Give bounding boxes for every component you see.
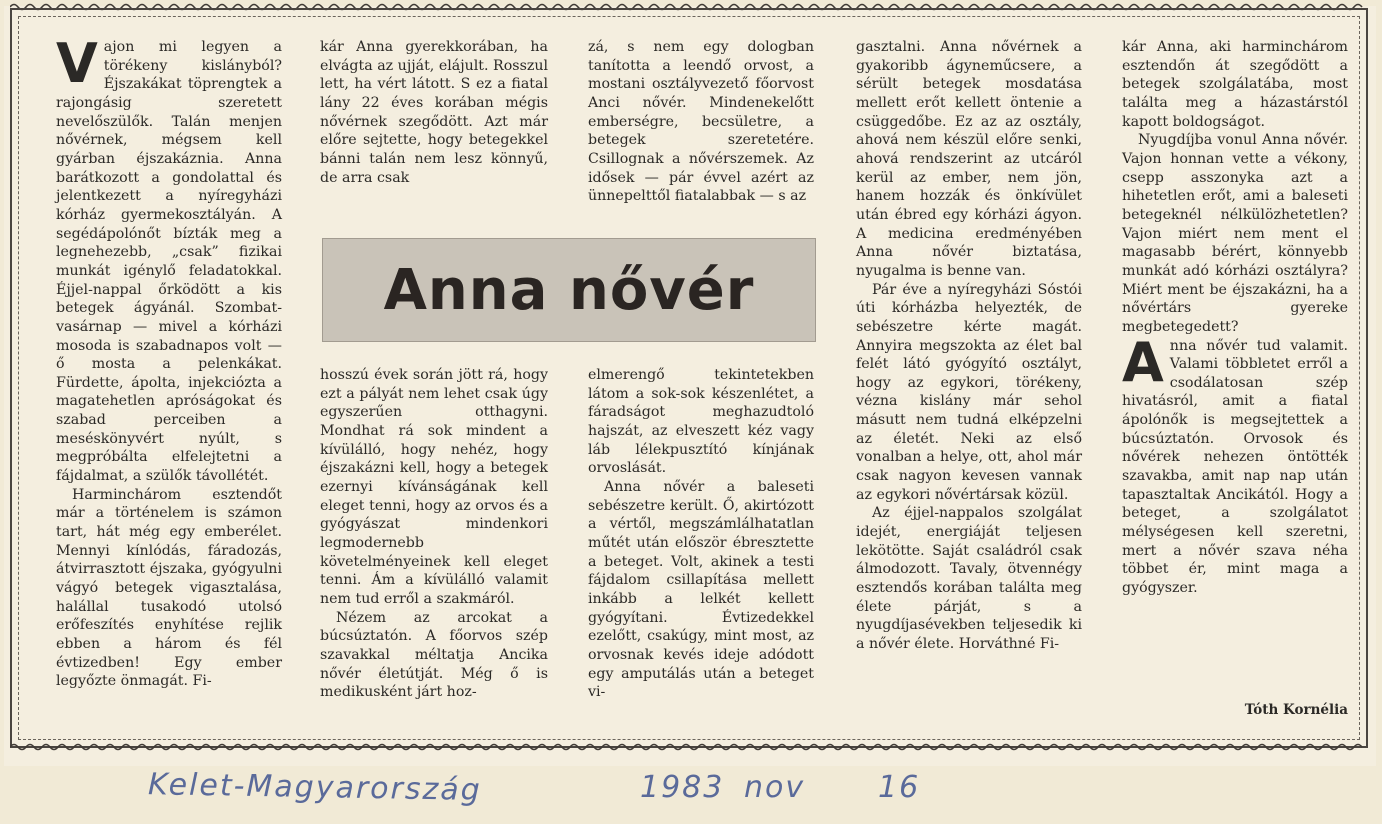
paragraph [1122,330,1348,598]
bottom-wavy-border [10,742,1368,752]
author-signature: Tóth Kornélia [1244,702,1348,718]
handwritten-year: 1983 [640,770,725,805]
column-2-top [320,38,548,187]
paragraph: gasztalni. Anna nővérnek a gyakoribb ágyneműcsere, a sérült betegek mosdatása mellett erőt kellett öntenie a csüggedőbe. Ez az az osztály, ahová nem készül előre senki, ahová rendszerint az utcáról kerül az ember, nem jön, hanem hozzák és önkívület után ébred egy kórházi ágyon. A medicina eredményében Anna nővér biztatása, nyugalma is benne van. [856,39,1082,279]
column-2-bottom [320,366,548,702]
column-3-bottom [588,366,814,702]
column-1 [56,32,282,691]
paragraph-text: ajon mi legyen a törékeny kislányból? Éjszakákat töprengtek a rajongásig szeretett nevelőszülők. Talán menjen nővérnek, mégsem kell gyárban éjszakáznia. Anna barátkozott a gondolattal és jelentkezett a nyíregyházi kórház gyermekosztályán. A segédápolónőt bízták meg a legnehezebb, „csak” fizikai munkát igénylő feladatokkal. Éjjel-nappal őrködött a kis betegek ágyánál. Szombat-vasárnap — mivel a kórházi mosoda is szabadnapos volt — ő mosta a pelenkákat. Fürdette, ápolta, injekciózta a magatehetlen apróságokat és szabad perceiben a meséskönyvért nyúlt, s megpróbálta elfelejtetni a fájdalmat, a szülők távollétét. [56,39,282,485]
column-5 [1122,38,1348,598]
paragraph: Pár éve a nyíregyházi Sóstói úti kórházba helyezték, de sebészetre kérte magát. Annyira megszokta az élet bal felét látó gyógyító osztályt, hogy az egykori, törékeny, vézna kislány már sehol másutt nem tudná elképzelni az életét. Neki az első vonalban a helye, ott, ahol már csak nagyon kevesen vannak az egykori nővértársak közül. [856,281,1082,503]
column-3-top [588,38,814,206]
paragraph [56,32,282,486]
paragraph: elmerengő tekintetekben látom a sok-sok készenlétet, a fáradságot meghazudtoló hajszát, az elveszett kéz vagy láb lélekpusztító kínjának orvoslását. [588,367,814,477]
handwritten-day: 16 [878,770,921,805]
drop-cap: A [1122,330,1164,394]
headline-box [322,238,816,342]
paragraph: kár Anna gyerekkorában, ha elvágta az ujját, elájult. Rosszul lett, ha vért látott. S ez a fiatal lány 22 éves korában mégis nővérnek szegődött. Azt már előre sejtette, hogy betegekkel bánni talán nem lesz könnyű, de arra csak [320,39,548,186]
paragraph: Nyugdíjba vonul Anna nővér. Vajon honnan vette a vékony, csepp asszonyka azt a hihetetlen erőt, ami a baleseti betegeknél nélkülözhetetlen? Vajon miért nem ment el magasabb bérért, könnyebb munkát adó kórházi osztályra? Miért ment be éjszakázni, ha a nővértárs gyereke megbetegedett? [1122,132,1348,335]
handwritten-month: nov [744,770,806,805]
paragraph: zá, s nem egy dologban tanította a leendő orvost, a mostani osztályvezető főorvost Anci nővér. Mindenekelőtt emberségre, becsületre, a betegek szeretetére. Csillognak a nővérszemek. Az idősek — pár évvel azért az ünnepelttől fiatalabbak — s az [588,39,814,205]
handwritten-source: Kelet-Magyarország [147,767,482,808]
column-4 [856,38,1082,654]
paragraph: Nézem az arcokat a búcsúztatón. A főorvos szép szavakkal méltatja Ancika nővér életútját. Még ő is medikusként járt hoz- [320,609,548,701]
paragraph: kár Anna, aki harminchárom esztendőn át szegődött a betegek szolgálatába, most találta meg a házastárstól kapott boldogságot. [1122,39,1348,130]
paragraph: hosszú évek során jött rá, hogy ezt a pályát nem lehet csak úgy egyszerűen otthagyni. Mondhat rá sok mindent a kívülálló, hogy nehéz, hogy éjszakázni kell, hogy a betegek ezernyi kívánságának kell eleget tenni, hogy az orvos és a gyógyászat mindenkori legmodernebb követelményeinek kell eleget tenni. Ám a kívülálló valamit nem tud erről a szakmáról. [320,367,548,607]
paragraph-text: nna nővér tud valamit. Valami többletet erről a csodálatosan szép hivatásról, amit a fiatal ápolónők is megsejtettek a búcsúztatón. Orvosok és nővérek nehezen öntötték szavakba, amit nap nap után tapasztaltak Ancikától. Hogy a beteget, a szolgálatot mélységesen kell szeretni, mert a nővér szava néha többet ér, mint maga a gyógyszer. [1122,337,1348,597]
headline: Anna nővér [383,257,755,323]
paragraph: Az éjjel-nappalos szolgálat idejét, energiáját teljesen lekötötte. Saját családról csak álmodozott. Tavaly, ötvennégy esztendős korában találta meg élete párját, s a nyugdíjasévekben teljesedik ki a nővér élete. Horváthné Fi- [856,505,1082,652]
paragraph: Anna nővér a baleseti sebészetre került. Ő, akirtózott a vértől, megszámlálhatatlan műtét után először ébresztette a beteget. Volt, akinek a testi fájdalom csillapítása mellett inkább a lelkét kellett gyógyítani. Évtizedekkel ezelőtt, csakúgy, mint most, az orvosnak kevés ideje adódott egy amputálás után a beteget vi- [588,478,814,701]
paragraph: Harminchárom esztendőt már a történelem is számon tart, hát még egy emberélet. Mennyi kínlódás, fáradozás, átvirrasztott éjszaka, gyógyulni vágyó betegek vigasztalása, halállal tusakodó utolsó erőfeszítés enyhítése rejlik ebben a három és fél évtizedben! Egy ember legyőzte önmagát. Fi- [56,486,282,690]
drop-cap: V [56,32,98,95]
